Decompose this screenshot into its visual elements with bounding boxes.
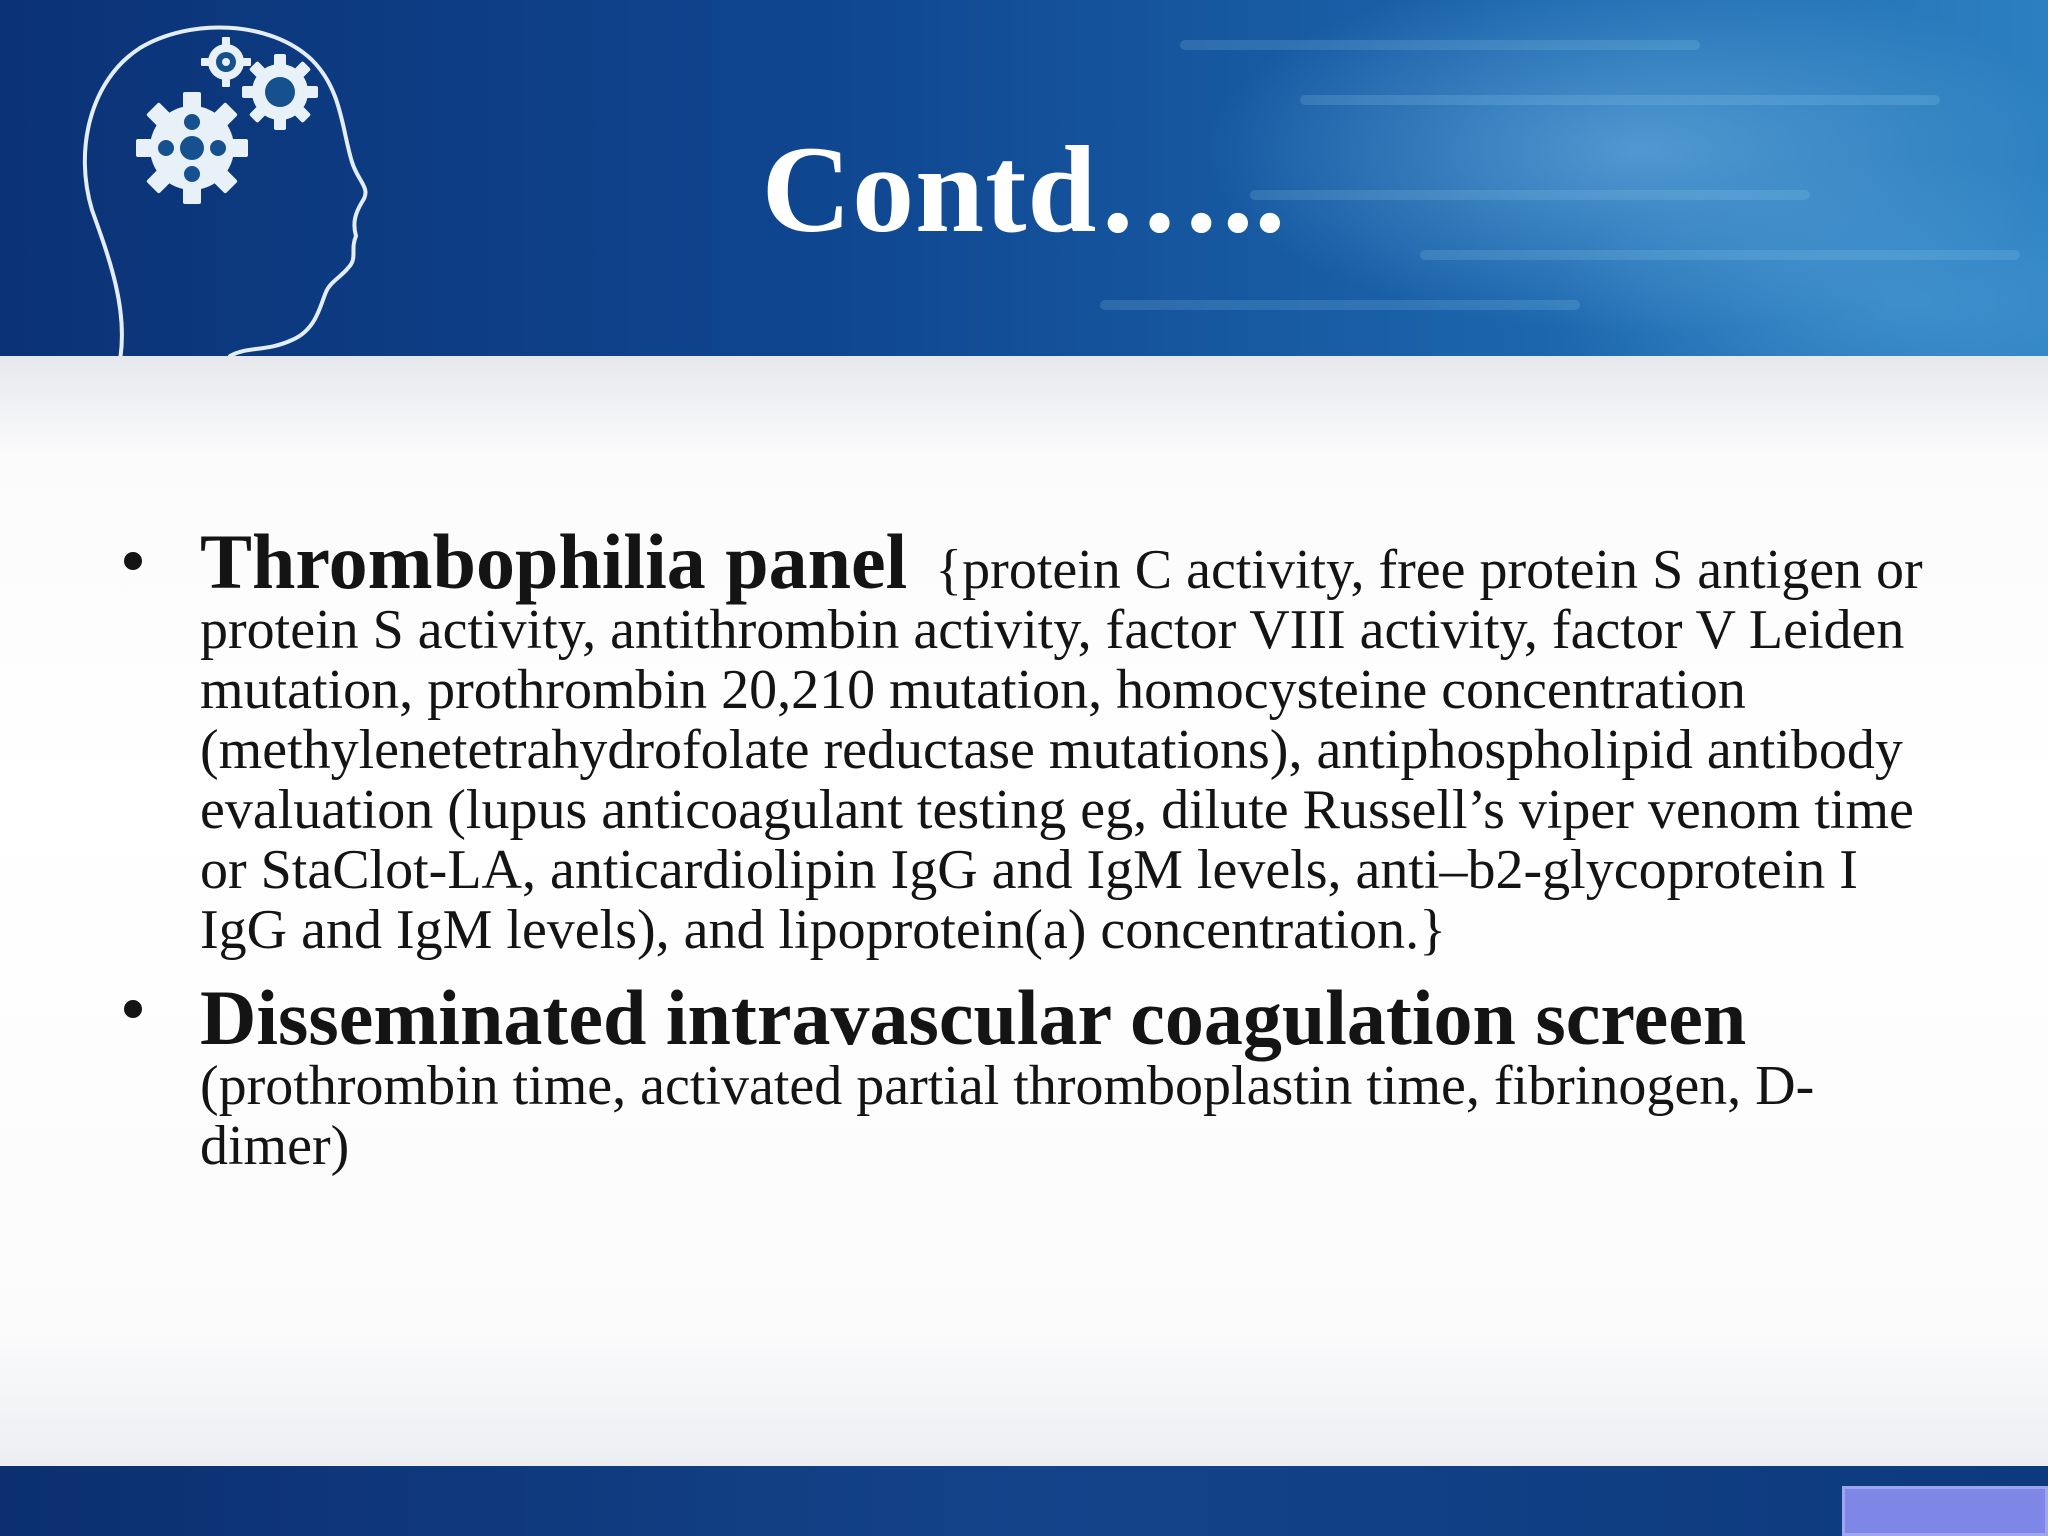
light-streak	[1100, 300, 1580, 310]
slide-footer	[0, 1466, 2048, 1536]
bullet-item-dic-screen	[120, 974, 1950, 1177]
slide-body	[0, 356, 2048, 1466]
slide-header	[0, 0, 2048, 356]
bullet-text: (prothrombin time, activated partial thromboplastin time, fibrinogen, D-dimer)	[200, 1055, 1815, 1177]
light-streak	[1180, 40, 1700, 50]
bullet-text: {protein C activity, free protein S antigen or protein S activity, antithrombin activity, factor VIII activity, factor V Leiden mutation, prothrombin 20,210 mutation, homocysteine concentration (methylenetetrahydrofolate reductase mutations), antiphospholipid antibody evaluation (lupus anticoagulant testing eg, dilute Russell’s viper venom time or StaClot-LA, anticardiolipin IgG and IgM levels, anti–b2-glycoprotein I IgG and IgM levels), and lipoprotein(a) concentration.}	[200, 539, 1923, 961]
bullet-item-thrombophilia	[120, 518, 1950, 961]
bullet-dot	[124, 552, 142, 570]
bullet-dot	[124, 1000, 142, 1018]
slide-title: Contd…..	[761, 121, 1287, 258]
bullet-list	[120, 518, 1950, 1177]
light-streak	[1300, 95, 1940, 105]
bullet-heading: Thrombophilia panel	[200, 518, 908, 605]
corner-box	[1842, 1486, 2048, 1536]
bullet-heading: Disseminated intravascular coagulation screen	[200, 974, 1747, 1061]
